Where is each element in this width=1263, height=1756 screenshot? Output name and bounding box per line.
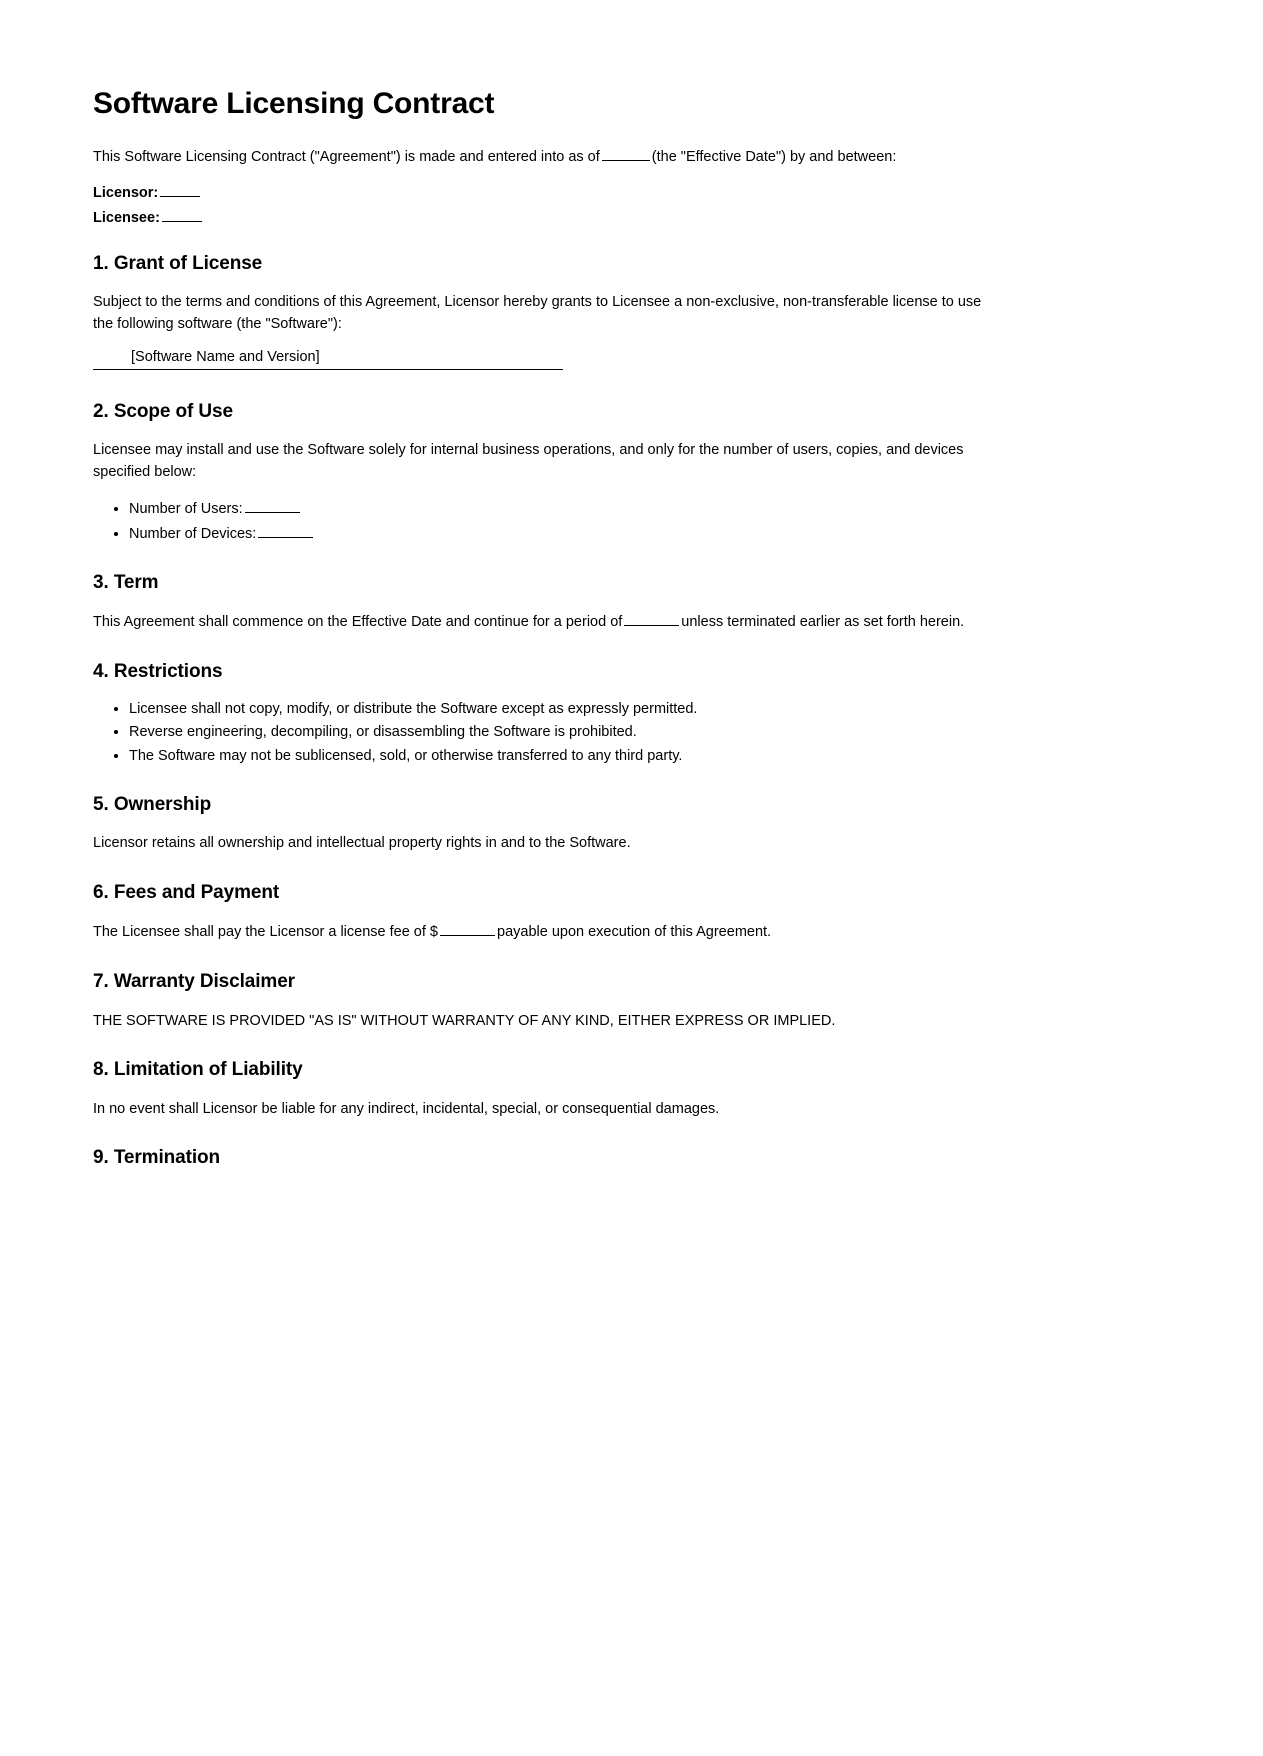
section-body-ownership: Licensor retains all ownership and intellectual property rights in and to the Software. [93, 835, 631, 851]
section-heading-termination: 9. Termination [93, 1147, 221, 1164]
page-title: Software Licensing Contract [93, 87, 495, 120]
license-fee-blank[interactable] [440, 920, 495, 936]
number-of-users-label: Number of Users: [129, 501, 243, 518]
section-body-limitation-of-liability: In no event shall Licensor be liable for any indirect, incidental, special, or consequential damages. [93, 1101, 720, 1117]
section-body-term [93, 610, 1003, 634]
section-heading-term: 3. Term [93, 572, 159, 593]
number-of-devices-label: Number of Devices: [129, 525, 257, 542]
licensor-blank[interactable] [160, 181, 200, 197]
intro-paragraph [93, 145, 1003, 169]
list-item: • Licensee shall not copy, modify, or distribute the Software except as expressly permitted. [129, 698, 697, 721]
list-item [129, 522, 315, 547]
section-body-grant-of-license: Subject to the terms and conditions of this Agreement, Licensor hereby grants to Licensee a non-exclusive, non-transferable license to use the following software (the "Software"): [93, 294, 982, 333]
fees-text-after: payable upon execution of this Agreement. [497, 924, 772, 941]
licensor-line [93, 181, 204, 206]
section-heading-warranty-disclaimer: 7. Warranty Disclaimer [93, 971, 295, 992]
scope-of-use-list [93, 497, 315, 546]
licensor-label: Licensor: [93, 185, 159, 202]
section-body-fees-and-payment [93, 920, 1003, 944]
section-heading-restrictions: 4. Restrictions [93, 661, 223, 682]
list-item [129, 497, 315, 522]
term-text-after: unless terminated earlier as set forth herein. [681, 614, 965, 631]
licensee-blank[interactable] [162, 206, 202, 222]
section-body-warranty-disclaimer: THE SOFTWARE IS PROVIDED "AS IS" WITHOUT WARRANTY OF ANY KIND, EITHER EXPRESS OR IMPLIED. [93, 1013, 836, 1029]
list-item: • The Software may not be sublicensed, sold, or otherwise transferred to any third party. [129, 745, 697, 768]
software-name-field[interactable] [93, 347, 563, 370]
section-heading-ownership: 5. Ownership [93, 794, 212, 815]
intro-text-after: (the "Effective Date") by and between: [651, 149, 897, 166]
section-heading-fees-and-payment: 6. Fees and Payment [93, 882, 280, 903]
section-heading-scope-of-use: 2. Scope of Use [93, 401, 233, 422]
section-body-scope-of-use: Licensee may install and use the Software solely for internal business operations, and only for the number of users, copies, and devices specified below: [93, 442, 964, 481]
number-of-users-blank[interactable] [245, 497, 300, 513]
number-of-devices-blank[interactable] [258, 522, 313, 538]
effective-date-blank[interactable] [602, 145, 650, 161]
licensee-line [93, 206, 204, 231]
restrictions-list [93, 698, 697, 768]
section-heading-limitation-of-liability: 8. Limitation of Liability [93, 1059, 303, 1080]
licensee-label: Licensee: [93, 209, 160, 226]
term-period-blank[interactable] [624, 610, 679, 626]
intro-text-before: This Software Licensing Contract ("Agreement") is made and entered into as of [93, 149, 600, 166]
software-field-placeholder: [Software Name and Version] [131, 349, 320, 365]
section-heading-grant-of-license: 1. Grant of License [93, 253, 263, 274]
parties-block [93, 181, 204, 230]
fees-text-before: The Licensee shall pay the Licensor a license fee of $ [93, 924, 438, 941]
list-item: • Reverse engineering, decompiling, or disassembling the Software is prohibited. [129, 721, 697, 744]
term-text-before: This Agreement shall commence on the Effective Date and continue for a period of [93, 614, 623, 631]
